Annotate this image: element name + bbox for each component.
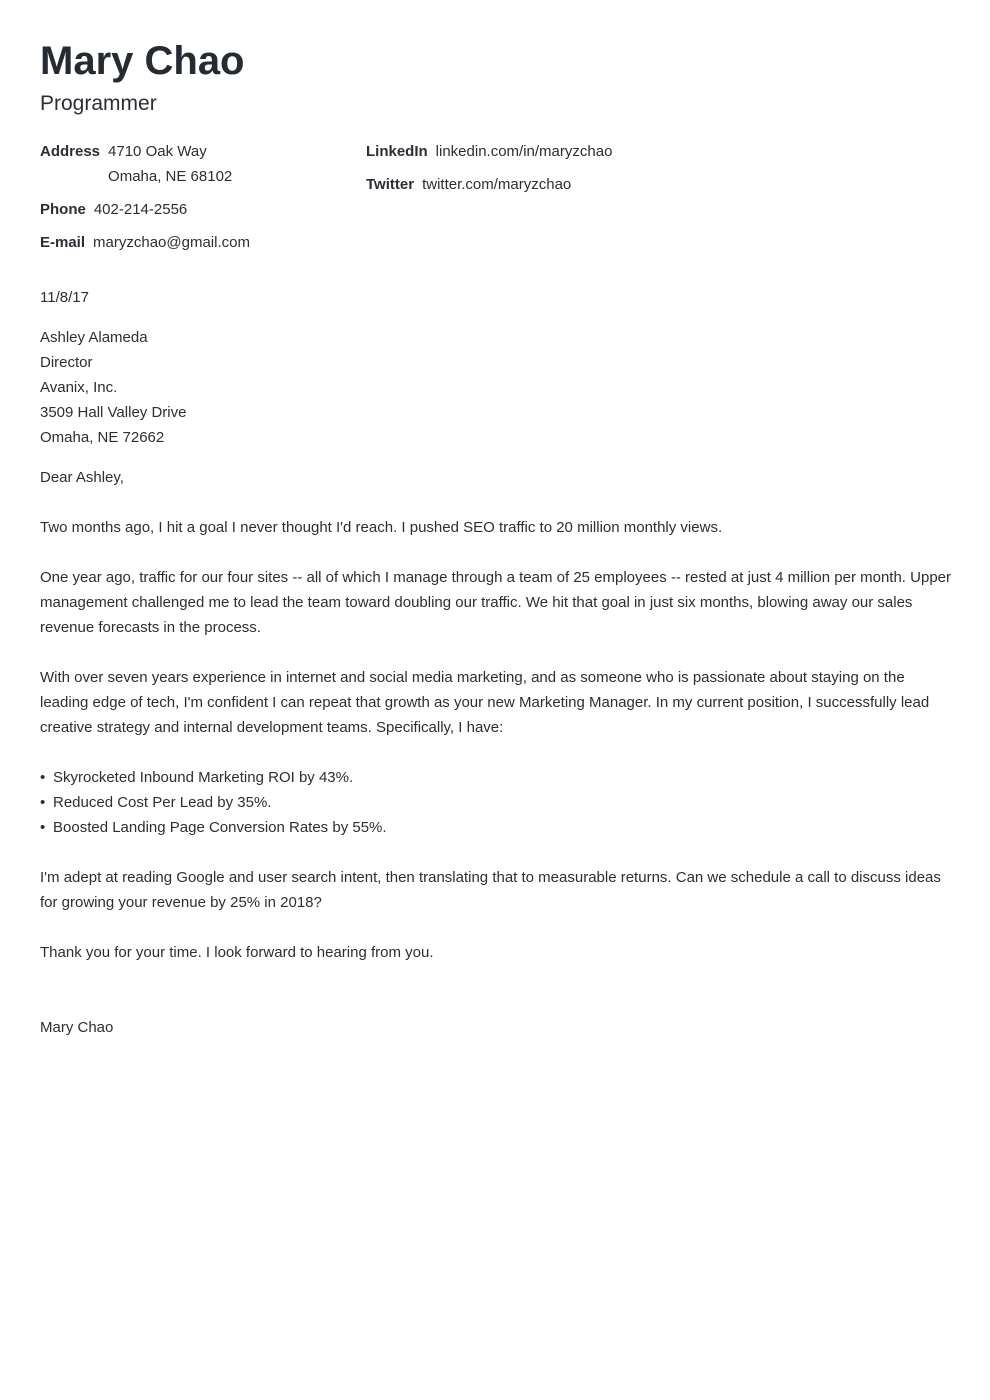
contact-email [40, 230, 250, 255]
email-label: E-mail [40, 234, 86, 251]
twitter-link[interactable]: twitter.com/maryzchao [422, 176, 572, 193]
address-label: Address [40, 143, 101, 160]
paragraph: With over seven years experience in internet and social media marketing, and as someone who is passionate about staying on the leading edge of tech, I'm confident I can repeat that growth as your new Marketing Manager. In my current position, I successfully lead creative strategy and internal development teams. Specifically, I have: [40, 669, 930, 736]
paragraph: One year ago, traffic for our four sites -- all of which I manage through a team of 25 employees -- rested at just 4 million per month. Upper management challenged me to lead the team toward doubling our traffic. We hit that goal in just six months, blowing away our sales revenue forecasts in the process. [40, 569, 951, 636]
letter-date: 11/8/17 [40, 289, 89, 306]
list-item [40, 815, 952, 840]
achievements-list [40, 765, 952, 840]
signature-spacer [40, 990, 952, 1015]
bullet-icon: • [40, 769, 46, 786]
letter-body [40, 285, 952, 1040]
list-item-text: Reduced Cost Per Lead by 35%. [53, 794, 272, 811]
list-item-text: Boosted Landing Page Conversion Rates by 55%. [53, 819, 387, 836]
salutation: Dear Ashley, [40, 469, 124, 486]
paragraph: Two months ago, I hit a goal I never thought I'd reach. I pushed SEO traffic to 20 million monthly views. [40, 519, 723, 536]
list-item [40, 765, 952, 790]
applicant-job-title: Programmer [40, 92, 157, 115]
recipient-name: Ashley Alameda [40, 329, 148, 346]
list-item-text: Skyrocketed Inbound Marketing ROI by 43%. [53, 769, 354, 786]
recipient-street: 3509 Hall Valley Drive [40, 404, 187, 421]
contact-address [40, 139, 250, 189]
signature: Mary Chao [40, 1019, 114, 1036]
list-item [40, 790, 952, 815]
address-value [108, 139, 232, 189]
contact-linkedin [366, 139, 612, 164]
contact-details-left [40, 139, 250, 263]
phone-label: Phone [40, 201, 86, 218]
recipient-city: Omaha, NE 72662 [40, 429, 165, 446]
linkedin-label: LinkedIn [366, 143, 428, 160]
paragraph: Thank you for your time. I look forward to hearing from you. [40, 944, 434, 961]
paragraph: I'm adept at reading Google and user search intent, then translating that to measurable returns. Can we schedule a call to discuss ideas for growing your revenue by 25% in 2018? [40, 869, 941, 911]
recipient-company: Avanix, Inc. [40, 379, 118, 396]
twitter-label: Twitter [366, 176, 415, 193]
contact-twitter [366, 172, 612, 197]
phone-value: 402-214-2556 [93, 201, 188, 218]
bullet-icon: • [40, 794, 46, 811]
email-value[interactable]: maryzchao@gmail.com [93, 234, 250, 251]
bullet-icon: • [40, 819, 46, 836]
address-line-1: 4710 Oak Way [108, 143, 207, 160]
contact-details-right [366, 139, 612, 205]
recipient-title: Director [40, 354, 93, 371]
applicant-name: Mary Chao [40, 39, 245, 83]
recipient-block [40, 325, 952, 450]
address-line-2: Omaha, NE 68102 [108, 168, 233, 185]
linkedin-link[interactable]: linkedin.com/in/maryzchao [435, 143, 613, 160]
contact-phone [40, 197, 250, 222]
